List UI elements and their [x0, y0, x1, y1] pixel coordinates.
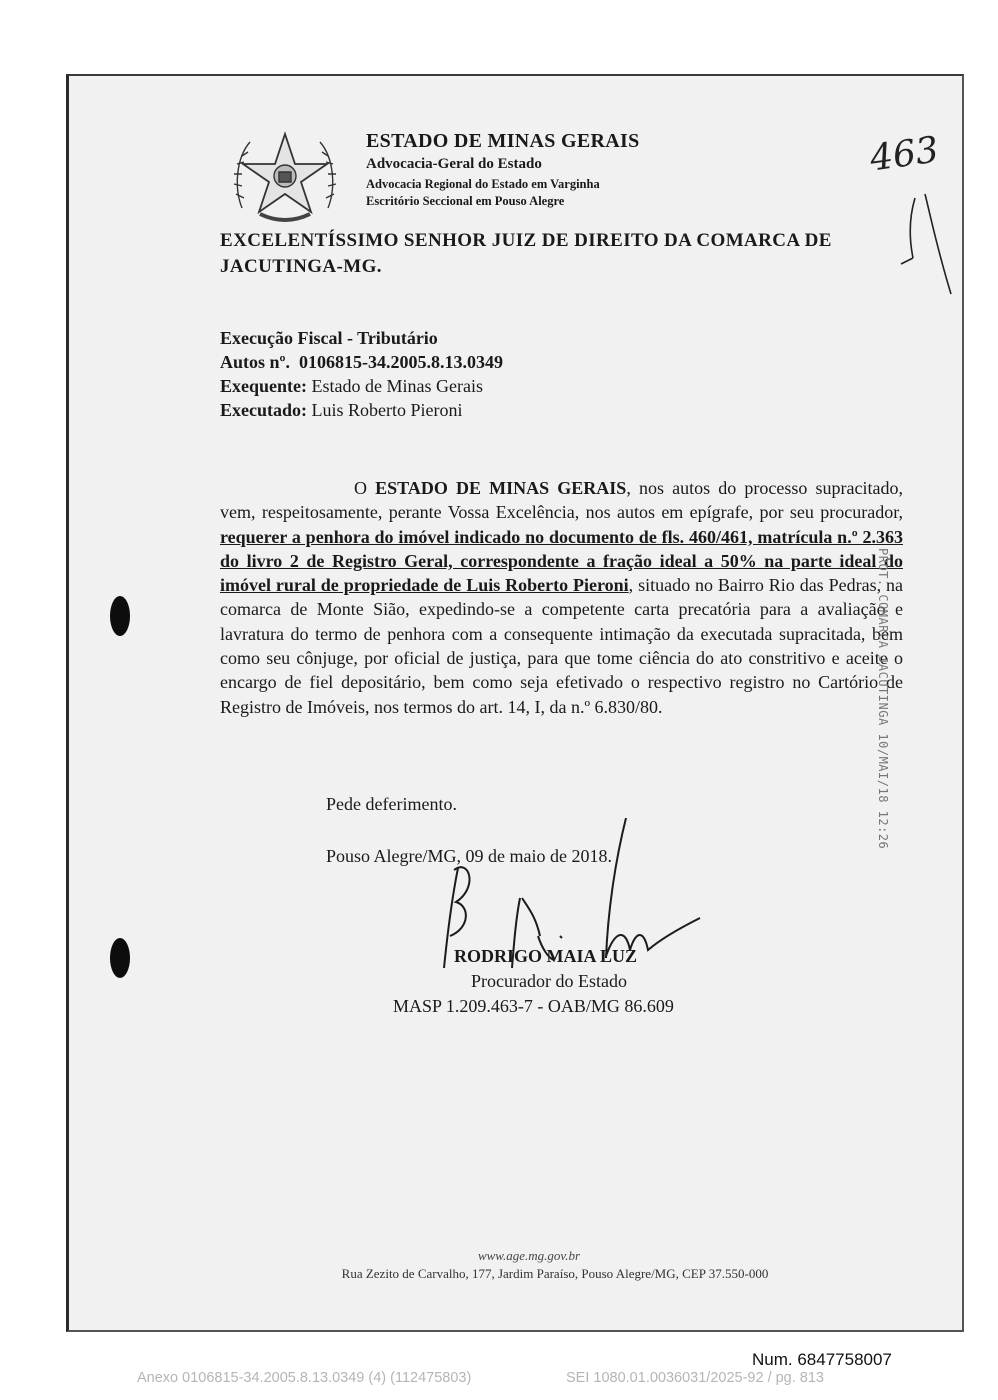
case-exequente [220, 374, 503, 398]
case-info [220, 326, 503, 422]
coat-of-arms-icon [232, 128, 338, 228]
signatory-role: Procurador do Estado [471, 971, 627, 991]
header-title: ESTADO DE MINAS GERAIS [366, 130, 640, 152]
punch-hole [110, 596, 130, 636]
signatory-name: RODRIGO MAIA LUZ [454, 946, 638, 966]
punch-hole [110, 938, 130, 978]
executado-value: Luis Roberto Pieroni [311, 400, 463, 420]
case-autos [220, 350, 503, 374]
case-executado [220, 398, 503, 422]
addressee: EXCELENTÍSSIMO SENHOR JUIZ DE DIREITO DA COMARCA DE JACUTINGA-MG. [220, 230, 832, 277]
footer-website: www.age.mg.gov.br [477, 1248, 581, 1263]
protocol-stamp-text: PROT. COMARCA JACUTINGA 10/MAI/18 12:26 [876, 548, 890, 850]
place-date: Pouso Alegre/MG, 09 de maio de 2018. [326, 846, 612, 866]
body-part2: , nos autos do processo supracitado, vem, respeitosamente, perante Vossa Excelência, nos autos em epígrafe, por seu procurador, [220, 478, 904, 523]
exequente-label: Exequente: [220, 376, 307, 396]
body-request: requerer a penhora do imóvel indicado no documento de fls. 460/461, matrícula n.º 2.363 do livro 2 de Registro Geral, correspondente a fração ideal a 50% na parte ideal do imóvel rural de propriedade de Luis Roberto Pieroni [220, 526, 903, 596]
header-subtitle-agency: Advocacia-Geral do Estado [366, 156, 542, 172]
header-subtitle-regional: Advocacia Regional do Estado em Varginha [366, 177, 600, 191]
autos-label: Autos nº. [220, 352, 290, 372]
petition-body [220, 476, 903, 719]
body-part1: O [354, 478, 376, 498]
case-type: Execução Fiscal - Tributário [220, 328, 438, 348]
footer-address: Rua Zezito de Carvalho, 177, Jardim Paraíso, Pouso Alegre/MG, CEP 37.550-000 [341, 1266, 769, 1281]
closing: Pede deferimento. [326, 794, 457, 814]
document-number: Num. 6847758007 [752, 1350, 892, 1369]
autos-value: 0106815-34.2005.8.13.0349 [298, 352, 503, 372]
executado-label: Executado: [220, 400, 307, 420]
exequente-value: Estado de Minas Gerais [311, 376, 483, 396]
annex-reference: Anexo 0106815-34.2005.8.13.0349 (4) (112475803) [137, 1370, 472, 1386]
body-part3: , situado no Bairro Rio das Pedras, na comarca de Monte Sião, expedindo-se a competente carta precatória para a avaliação e lavratura do termo de penhora com a consequente intimação da executada supracitada, bem como seu cônjuge, por oficial de justiça, para que tome ciência do ato constritivo e aceite o encargo de fiel depositário, bem como seja efetivado o respectivo registro no Cartório de Registro de Imóveis, nos termos do art. 14, I, da n.º 6.830/80. [220, 575, 903, 717]
signatory-id: MASP 1.209.463-7 - OAB/MG 86.609 [393, 996, 674, 1016]
handwritten-page-number: 463 [867, 129, 942, 180]
header-subtitle-office: Escritório Seccional em Pouso Alegre [366, 194, 565, 208]
sei-reference: SEI 1080.01.0036031/2025-92 / pg. 813 [566, 1370, 824, 1386]
body-party: ESTADO DE MINAS GERAIS [375, 478, 627, 498]
